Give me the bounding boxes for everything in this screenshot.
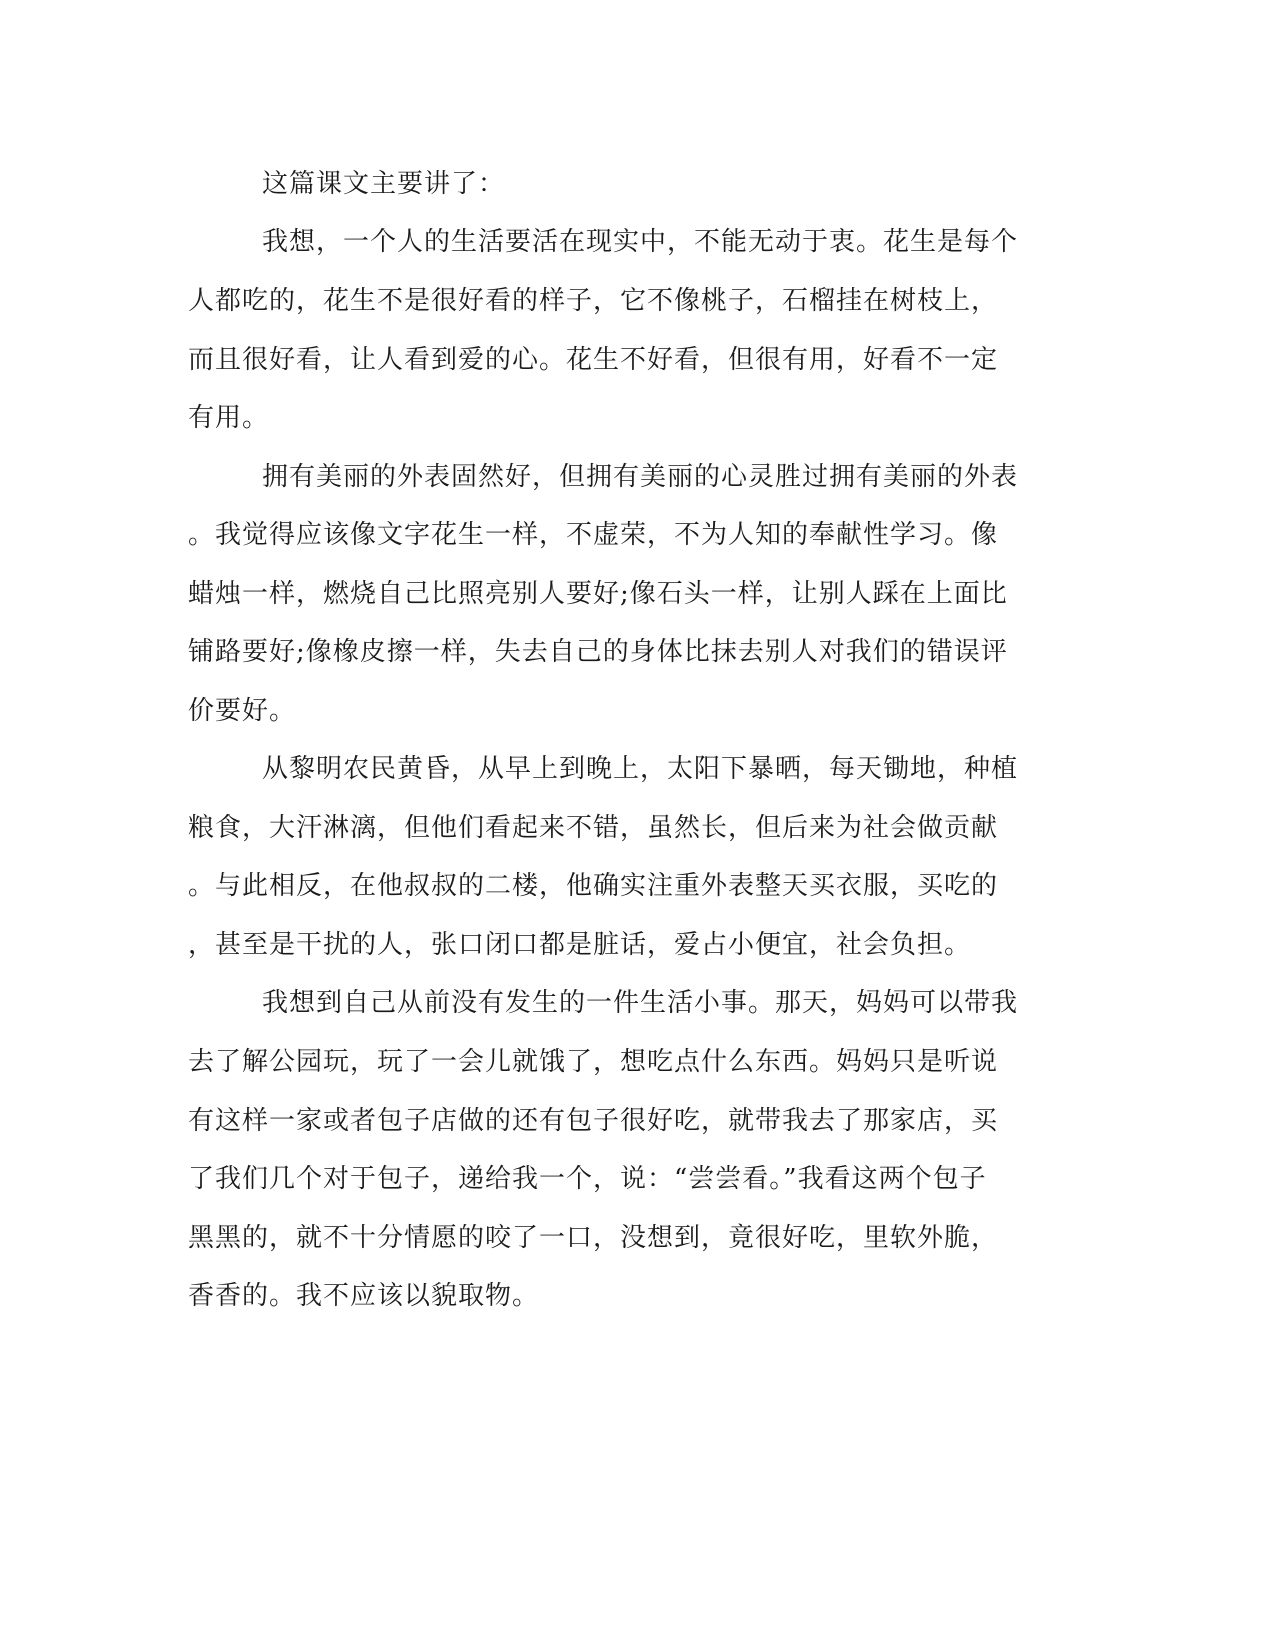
- paragraph-line: 香香的。我不应该以貌取物。: [188, 1281, 540, 1311]
- paragraph-line: 这篇课文主要讲了：: [262, 169, 506, 199]
- paragraph-line: ，甚至是干扰的人，张口闭口都是脏话，爱占小便宜，社会负担。: [188, 930, 972, 960]
- paragraph-line: 拥有美丽的外表固然好，但拥有美丽的心灵胜过拥有美丽的外表: [262, 462, 1019, 492]
- paragraph-line: 黑黑的，就不十分情愿的咬了一口，没想到，竟很好吃，里软外脆，: [188, 1223, 999, 1253]
- paragraph-line: 有用。: [188, 403, 270, 433]
- paragraph-line: 从黎明农民黄昏，从早上到晚上，太阳下暴晒，每天锄地，种植: [262, 754, 1019, 784]
- paragraph-line: 人都吃的，花生不是很好看的样子，它不像桃子，石榴挂在树枝上，: [188, 286, 999, 316]
- paragraph-line: 我想到自己从前没有发生的一件生活小事。那天，妈妈可以带我: [262, 988, 1019, 1018]
- paragraph-line: 铺路要好;像橡皮擦一样，失去自己的身体比抹去别人对我们的错误评: [188, 637, 1008, 667]
- paragraph-line: 价要好。: [188, 696, 297, 726]
- paragraph-line: 我想，一个人的生活要活在现实中，不能无动于衷。花生是每个: [262, 227, 1019, 257]
- paragraph-line: 了我们几个对于包子，递给我一个，说：“尝尝看。”我看这两个包子: [188, 1164, 987, 1194]
- paragraph-line: 。我觉得应该像文字花生一样，不虚荣，不为人知的奉献性学习。像: [188, 520, 999, 550]
- paragraph-line: 去了解公园玩，玩了一会儿就饿了，想吃点什么东西。妈妈只是听说: [188, 1047, 999, 1077]
- paragraph-line: 。与此相反，在他叔叔的二楼，他确实注重外表整天买衣服，买吃的: [188, 871, 999, 901]
- paragraph-line: 而且很好看，让人看到爱的心。花生不好看，但很有用，好看不一定: [188, 345, 999, 375]
- paragraph-line: 粮食，大汗淋漓，但他们看起来不错，虽然长，但后来为社会做贡献: [188, 813, 999, 843]
- paragraph-line: 蜡烛一样，燃烧自己比照亮别人要好;像石头一样，让别人踩在上面比: [188, 579, 1008, 609]
- paragraph-line: 有这样一家或者包子店做的还有包子很好吃，就带我去了那家店，买: [188, 1106, 999, 1136]
